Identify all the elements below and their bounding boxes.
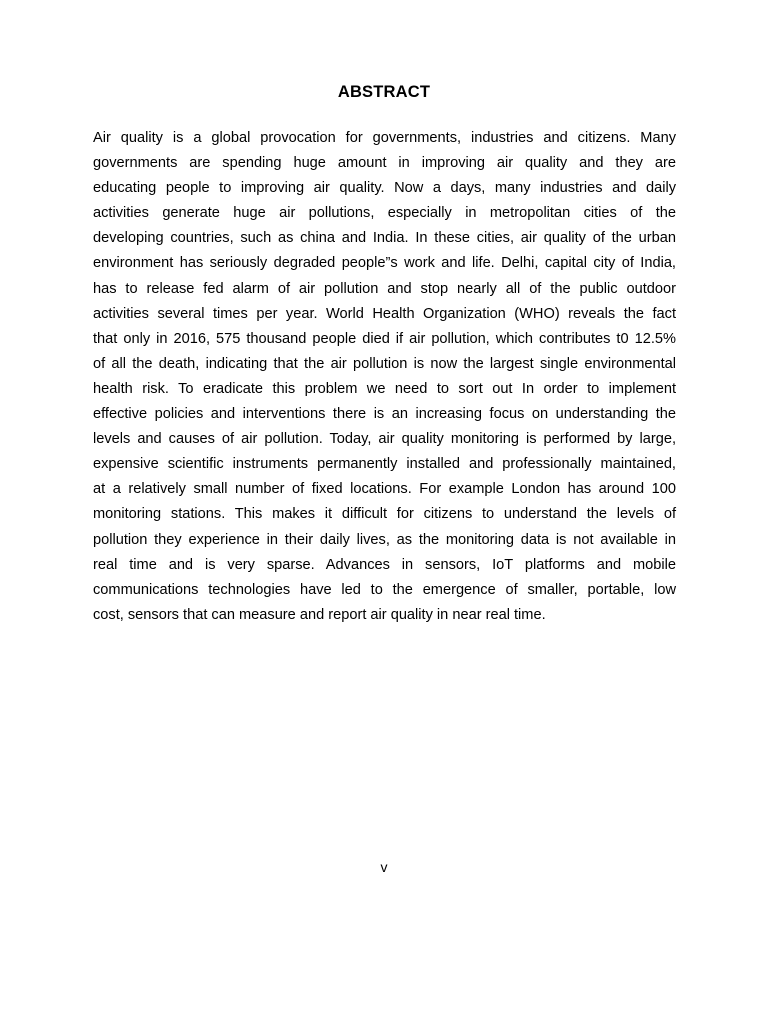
- paragraph-line: at a relatively small number of fixed locations. For example London has around 100: [93, 481, 676, 498]
- paragraph-line: Air quality is a global provocation for governments, industries and citizens. Many: [93, 130, 676, 146]
- paragraph-line: has to release fed alarm of air pollution and stop nearly all of the public outdoor: [93, 280, 676, 297]
- paragraph-line: cost, sensors that can measure and report air quality in near real time.: [93, 606, 546, 623]
- paragraph-line: that only in 2016, 575 thousand people died if air pollution, which contributes t0 12.5%: [93, 330, 676, 347]
- paragraph-line: levels and causes of air pollution. Today, air quality monitoring is performed by large,: [93, 431, 676, 448]
- paragraph-line: monitoring stations. This makes it difficult for citizens to understand the levels of: [93, 506, 676, 523]
- paragraph-line: developing countries, such as china and India. In these cities, air quality of the urban: [93, 230, 676, 247]
- paragraph-line: real time and is very sparse. Advances in sensors, IoT platforms and mobile: [93, 556, 676, 573]
- paragraph-line: communications technologies have led to the emergence of smaller, portable, low: [93, 581, 676, 598]
- paragraph-line: environment has seriously degraded people”s work and life. Delhi, capital city of India,: [93, 255, 676, 272]
- paragraph-line: educating people to improving air quality. Now a days, many industries and daily: [93, 180, 676, 197]
- paragraph-line: activities generate huge air pollutions, especially in metropolitan cities of the: [93, 205, 676, 222]
- paragraph-line: expensive scientific instruments permanently installed and professionally maintained,: [93, 456, 676, 473]
- page-number: v: [380, 859, 388, 875]
- abstract-heading: ABSTRACT: [337, 83, 431, 101]
- paragraph-line: of all the death, indicating that the air pollution is now the largest single environmental: [93, 355, 676, 372]
- paragraph-line: effective policies and interventions there is an increasing focus on understanding the: [93, 406, 676, 423]
- paragraph-line: health risk. To eradicate this problem we need to sort out In order to implement: [93, 380, 676, 397]
- abstract-paragraph: [93, 126, 676, 628]
- paragraph-line: governments are spending huge amount in improving air quality and they are: [93, 155, 676, 172]
- paragraph-line: activities several times per year. World Health Organization (WHO) reveals the fact: [93, 305, 676, 322]
- paragraph-line: pollution they experience in their daily lives, as the monitoring data is not available in: [93, 531, 676, 548]
